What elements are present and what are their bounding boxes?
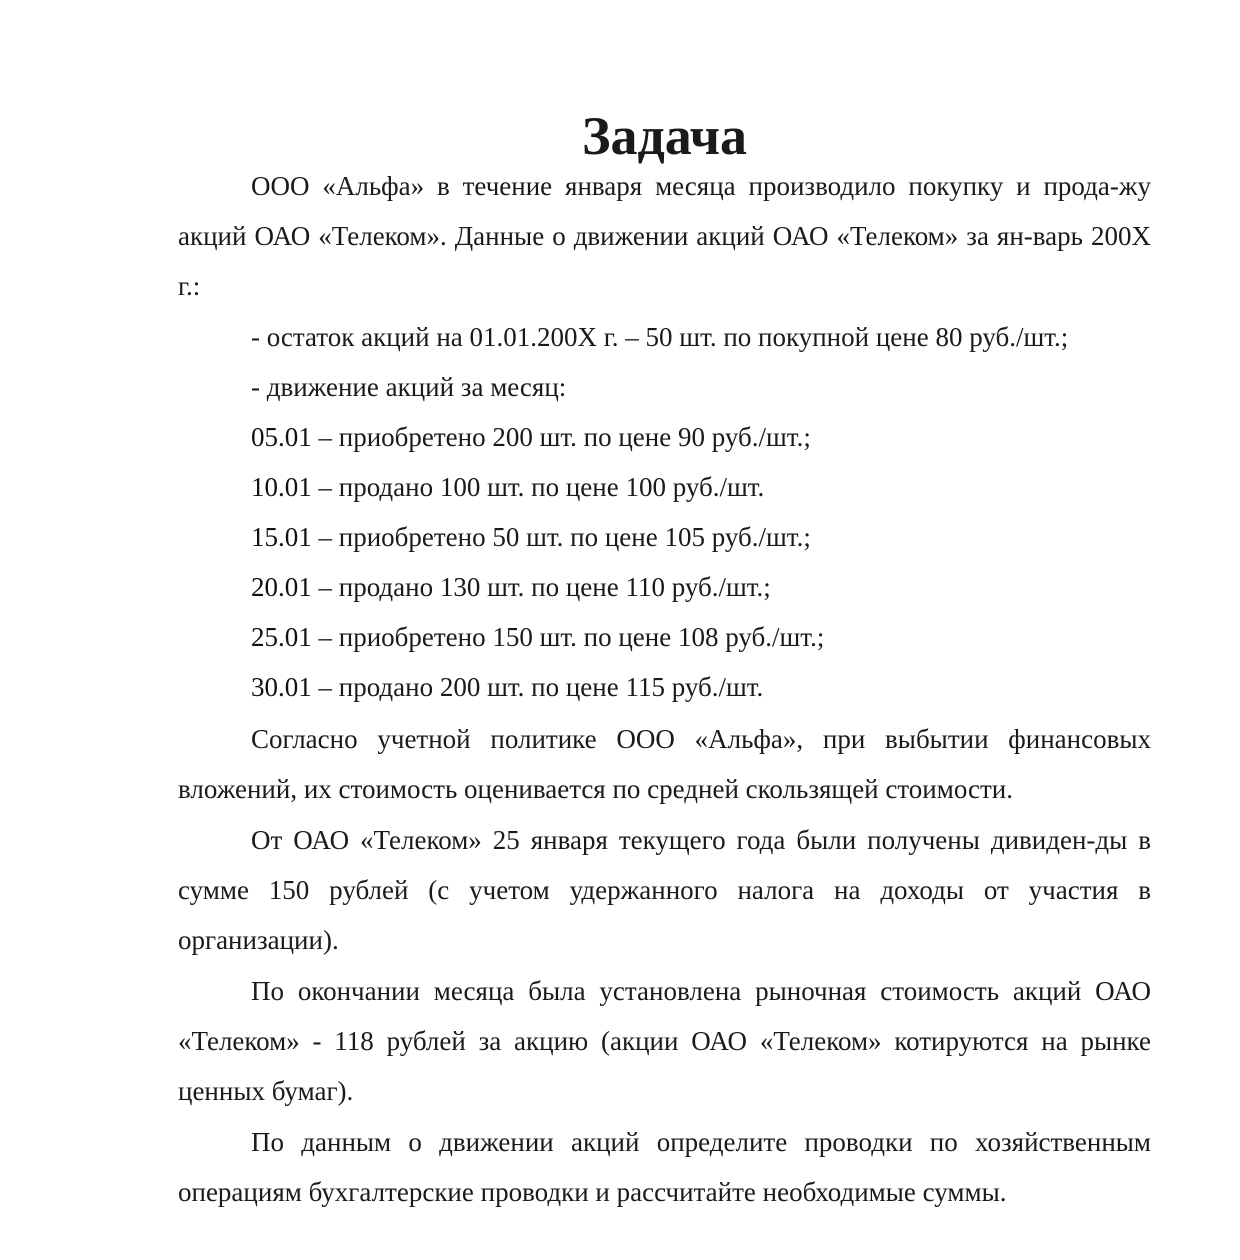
transaction-date: 15.01 (251, 522, 312, 552)
balance-line: - остаток акций на 01.01.200Х г. – 50 шт. по покупной цене 80 руб./шт.; (251, 322, 1069, 352)
transaction-line (251, 462, 764, 512)
market-value-paragraph: По окончании месяца была установлена рыночная стоимость акций ОАО «Телеком» - 118 рублей за акцию (акции ОАО «Телеком» котируются на рынке ценных бумаг). (178, 976, 1151, 1107)
dividends-paragraph: От ОАО «Телеком» 25 января текущего года были получены дивиден-ды в сумме 150 рублей (с учетом удержанного налога на доходы от участия в организации). (178, 825, 1151, 956)
transaction-line (251, 412, 811, 462)
document-title: Задача (581, 106, 748, 166)
transaction-line (251, 512, 811, 562)
transaction-date: 05.01 (251, 422, 312, 452)
transaction-line (251, 662, 763, 712)
transaction-date: 20.01 (251, 572, 312, 602)
transaction-text: – продано 200 шт. по цене 115 руб./шт. (311, 672, 764, 702)
intro-paragraph: ООО «Альфа» в течение января месяца производило покупку и прода-жу акций ОАО «Телеком». Данные о движении акций ОАО «Телеком» за ян-варь 200Х г.: (178, 171, 1151, 302)
task-paragraph: По данным о движении акций определите проводки по хозяйственным операциям бухгалтерские проводки и рассчитайте необходимые суммы. (178, 1127, 1151, 1208)
transaction-date: 10.01 (251, 472, 312, 502)
transaction-text: – приобретено 50 шт. по цене 105 руб./шт.; (311, 522, 811, 552)
transaction-text: – продано 100 шт. по цене 100 руб./шт. (311, 472, 765, 502)
transaction-date: 25.01 (251, 622, 312, 652)
transaction-date: 30.01 (251, 672, 312, 702)
transaction-text: – приобретено 200 шт. по цене 90 руб./шт.; (311, 422, 811, 452)
transaction-text: – продано 130 шт. по цене 110 руб./шт.; (311, 572, 771, 602)
transaction-text: – приобретено 150 шт. по цене 108 руб./шт.; (311, 622, 825, 652)
movement-header: - движение акций за месяц: (251, 372, 567, 402)
transaction-line (251, 612, 824, 662)
transaction-line (251, 562, 771, 612)
policy-paragraph: Согласно учетной политике ООО «Альфа», при выбытии финансовых вложений, их стоимость оценивается по средней скользящей стоимости. (178, 724, 1151, 805)
